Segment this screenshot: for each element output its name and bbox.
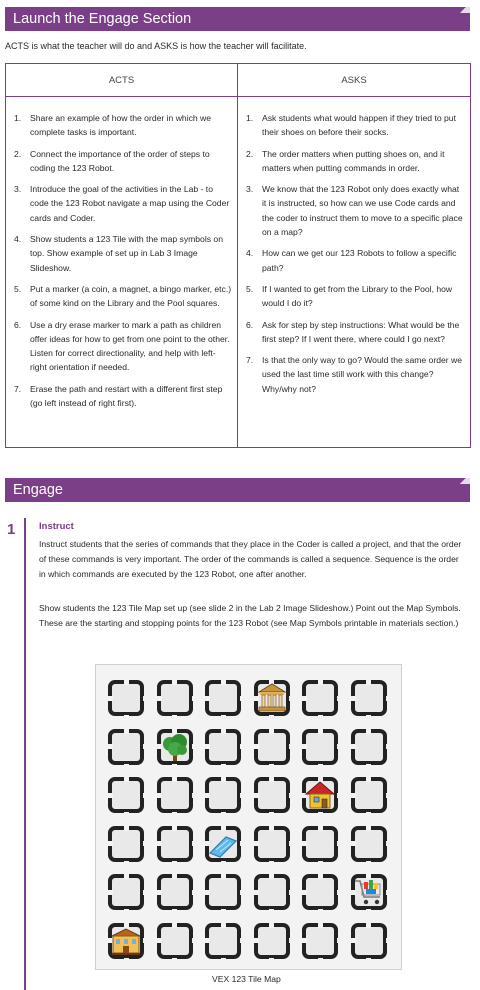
tile-notch	[157, 890, 162, 895]
acts-item-number: 3.	[14, 184, 22, 195]
map-tile	[108, 680, 144, 716]
tile-notch	[366, 729, 371, 734]
tile-notch	[302, 841, 307, 846]
tile-notch	[302, 696, 307, 701]
map-tile	[157, 777, 193, 813]
map-tile	[108, 777, 144, 813]
asks-column	[238, 97, 471, 448]
tile-notch	[254, 890, 259, 895]
tile-notch	[124, 826, 129, 831]
asks-item	[238, 318, 470, 347]
acts-item-number: 4.	[14, 234, 22, 245]
tile-notch	[386, 696, 391, 701]
acts-item-text: Share an example of how the order in which we complete tasks is important.	[30, 113, 212, 138]
map-tile	[302, 874, 338, 910]
asks-item-number: 6.	[246, 319, 254, 330]
map-tile	[254, 874, 290, 910]
tile-notch	[108, 744, 113, 749]
tile-notch	[108, 841, 113, 846]
tile-notch	[172, 958, 177, 963]
tile-notch	[318, 874, 323, 879]
instruct-paragraph-2: Show students the 123 Tile Map set up (see slide 2 in the Lab 2 Image Slideshow.) Point out the Map Symbols. These are the starting and stopping points for the 123 Robot (see Map Symbols printable in materials section.)	[39, 603, 461, 628]
tile-notch	[318, 958, 323, 963]
asks-item-number: 5.	[246, 283, 254, 294]
tile-notch	[269, 764, 274, 769]
tile-notch	[337, 696, 342, 701]
banner-corner-decoration	[456, 478, 470, 484]
tile-notch	[108, 696, 113, 701]
intro-text: ACTS is what the teacher will do and ASKS is how the teacher will facilitate.	[5, 41, 307, 51]
tile-notch	[143, 890, 148, 895]
tile-notch	[318, 680, 323, 685]
map-tile	[302, 729, 338, 765]
acts-item	[6, 318, 237, 375]
tile-notch	[351, 841, 356, 846]
tile-notch	[205, 696, 210, 701]
tile-notch	[386, 793, 391, 798]
tile-notch	[124, 777, 129, 782]
tile-notch	[254, 841, 259, 846]
tile-notch	[124, 874, 129, 879]
acts-column	[6, 97, 238, 448]
map-tile	[302, 826, 338, 862]
map-tile	[254, 826, 290, 862]
launch-section-banner	[5, 7, 470, 31]
tile-notch	[221, 764, 226, 769]
tile-notch	[157, 793, 162, 798]
asks-item	[238, 353, 470, 396]
asks-item-number: 4.	[246, 248, 254, 259]
tile-notch	[205, 793, 210, 798]
tile-map-image	[95, 664, 402, 970]
tile-notch	[318, 923, 323, 928]
tile-notch	[143, 793, 148, 798]
tile-notch	[269, 861, 274, 866]
map-tile	[205, 874, 241, 910]
tile-notch	[269, 923, 274, 928]
tree-icon	[158, 730, 192, 769]
instruct-paragraph-1: Instruct students that the series of commands that they place in the Coder is called a project, and that the order of these commands is very important. The order of the commands is called a sequence. Sequence is the order in which commands are executed by the 123 Robot, one after another.	[39, 539, 462, 579]
tile-notch	[366, 861, 371, 866]
asks-list	[238, 97, 470, 396]
map-tile	[205, 777, 241, 813]
tile-notch	[192, 890, 197, 895]
tile-notch	[221, 874, 226, 879]
tile-notch	[240, 793, 245, 798]
engage-section-banner	[5, 478, 470, 502]
acts-item	[6, 382, 237, 411]
step-accent-bar	[24, 518, 26, 990]
tile-notch	[366, 826, 371, 831]
tile-notch	[240, 890, 245, 895]
tile-notch	[289, 744, 294, 749]
tile-notch	[240, 938, 245, 943]
tile-notch	[205, 938, 210, 943]
tile-notch	[366, 812, 371, 817]
tile-notch	[269, 729, 274, 734]
tile-notch	[143, 696, 148, 701]
tile-notch	[240, 841, 245, 846]
tile-notch	[289, 841, 294, 846]
tile-notch	[143, 744, 148, 749]
tile-notch	[221, 923, 226, 928]
banner-corner-decoration	[456, 7, 470, 13]
tile-notch	[318, 826, 323, 831]
tile-notch	[192, 793, 197, 798]
tile-notch	[172, 715, 177, 720]
tile-notch	[366, 958, 371, 963]
tile-notch	[289, 890, 294, 895]
asks-item	[238, 111, 470, 140]
acts-list	[6, 97, 237, 410]
acts-item-number: 2.	[14, 148, 22, 159]
tile-notch	[269, 909, 274, 914]
tile-notch	[221, 812, 226, 817]
acts-item	[6, 147, 237, 176]
tile-notch	[172, 909, 177, 914]
tile-notch	[221, 715, 226, 720]
tile-notch	[172, 680, 177, 685]
asks-header: ASKS	[238, 64, 471, 97]
acts-asks-table	[5, 63, 471, 448]
map-tile	[205, 923, 241, 959]
tile-notch	[337, 890, 342, 895]
tile-notch	[192, 841, 197, 846]
asks-item	[238, 282, 470, 311]
asks-item-text: How can we get our 123 Robots to follow a specific path?	[262, 248, 457, 273]
tile-notch	[302, 744, 307, 749]
tile-notch	[269, 874, 274, 879]
step-number: 1	[7, 521, 16, 538]
tile-notch	[269, 812, 274, 817]
tile-notch	[172, 923, 177, 928]
map-tile	[157, 874, 193, 910]
tile-notch	[351, 793, 356, 798]
tile-notch	[366, 777, 371, 782]
tile-notch	[337, 793, 342, 798]
tile-notch	[302, 890, 307, 895]
tile-notch	[269, 826, 274, 831]
tile-notch	[221, 777, 226, 782]
tile-notch	[318, 729, 323, 734]
tile-notch	[386, 841, 391, 846]
pool-icon	[206, 827, 240, 866]
map-tile	[302, 923, 338, 959]
tile-notch	[157, 696, 162, 701]
acts-item-number: 6.	[14, 319, 22, 330]
asks-item-number: 2.	[246, 148, 254, 159]
tile-notch	[351, 744, 356, 749]
tile-notch	[386, 938, 391, 943]
tile-notch	[337, 841, 342, 846]
map-tile	[205, 680, 241, 716]
tile-notch	[351, 938, 356, 943]
tile-notch	[289, 938, 294, 943]
tile-notch	[157, 841, 162, 846]
tile-notch	[221, 729, 226, 734]
tile-notch	[124, 861, 129, 866]
asks-item-number: 1.	[246, 113, 254, 123]
engage-section-title: Engage	[13, 482, 63, 498]
bank-icon	[255, 681, 289, 720]
tile-notch	[172, 861, 177, 866]
tile-notch	[240, 744, 245, 749]
tile-notch	[124, 764, 129, 769]
acts-item-text: Put a marker (a coin, a magnet, a bingo marker, etc.) of some kind on the Library and the Pool squares.	[30, 283, 232, 309]
tile-notch	[221, 909, 226, 914]
acts-item	[6, 182, 237, 225]
asks-item-number: 7.	[246, 355, 254, 366]
acts-item-text: Use a dry erase marker to mark a path as children offer ideas for how to get from one point to the other. Listen for correct directionality, and help with left-right orientation if needed.	[30, 319, 230, 373]
map-tile	[351, 923, 387, 959]
asks-item	[238, 246, 470, 275]
map-tile	[108, 874, 144, 910]
acts-item-text: Connect the importance of the order of steps to coding the 123 Robot.	[30, 148, 210, 173]
acts-item-number: 1.	[14, 113, 22, 123]
asks-item-text: The order matters when putting shoes on, and it matters when putting commands in order.	[262, 148, 445, 173]
map-tile	[351, 680, 387, 716]
acts-item-number: 5.	[14, 283, 22, 294]
tile-notch	[172, 777, 177, 782]
tile-notch	[157, 938, 162, 943]
tile-notch	[108, 793, 113, 798]
asks-item-text: We know that the 123 Robot only does exactly what it is instructed, so how can we use Code cards and the coder to instruct them to move to a specific place on a map?	[262, 184, 463, 238]
asks-item	[238, 182, 470, 239]
acts-item	[6, 232, 237, 275]
tile-notch	[318, 861, 323, 866]
tile-notch	[172, 826, 177, 831]
tile-notch	[124, 909, 129, 914]
tile-notch	[205, 890, 210, 895]
acts-item	[6, 111, 237, 140]
tile-notch	[366, 923, 371, 928]
tile-notch	[124, 812, 129, 817]
tile-notch	[124, 715, 129, 720]
acts-header: ACTS	[6, 64, 238, 97]
tile-notch	[366, 680, 371, 685]
map-tile	[254, 729, 290, 765]
tile-notch	[337, 744, 342, 749]
map-tile	[302, 680, 338, 716]
acts-item-number: 7.	[14, 383, 22, 394]
map-tile	[108, 826, 144, 862]
asks-item-text: If I wanted to get from the Library to the Pool, how would I do it?	[262, 283, 453, 309]
map-tile	[157, 923, 193, 959]
acts-item-text: Show students a 123 Tile with the map symbols on top. Show example of set up in Lab 3 Image Slideshow.	[30, 234, 223, 273]
tile-notch	[366, 715, 371, 720]
tile-notch	[221, 958, 226, 963]
acts-item-text: Erase the path and restart with a different first step (go left instead of right first).	[30, 383, 223, 409]
asks-item-number: 3.	[246, 184, 254, 195]
tile-notch	[192, 744, 197, 749]
tile-notch	[318, 715, 323, 720]
tile-notch	[192, 938, 197, 943]
tile-notch	[254, 793, 259, 798]
tile-notch	[269, 777, 274, 782]
tile-notch	[192, 696, 197, 701]
shopping-cart-icon	[352, 875, 386, 914]
map-tile	[351, 777, 387, 813]
asks-item-text: Ask students what would happen if they tried to put their shoes on before their socks.	[262, 113, 456, 138]
tile-notch	[124, 729, 129, 734]
map-tile	[351, 729, 387, 765]
tile-notch	[172, 874, 177, 879]
tile-notch	[318, 764, 323, 769]
tile-notch	[289, 793, 294, 798]
tile-notch	[143, 938, 148, 943]
step-title: Instruct	[39, 521, 74, 532]
figure-caption: VEX 123 Tile Map	[212, 974, 281, 984]
tile-notch	[269, 958, 274, 963]
tile-notch	[254, 744, 259, 749]
tile-notch	[221, 680, 226, 685]
acts-item	[6, 282, 237, 311]
tile-notch	[108, 890, 113, 895]
tile-notch	[205, 744, 210, 749]
tile-notch	[351, 696, 356, 701]
launch-section-title: Launch the Engage Section	[13, 11, 192, 27]
tile-notch	[302, 938, 307, 943]
map-tile	[254, 923, 290, 959]
asks-item-text: Ask for step by step instructions: What would be the first step? If I went there, where could I go next?	[262, 319, 460, 344]
map-tile	[205, 729, 241, 765]
tile-notch	[254, 938, 259, 943]
tile-notch	[124, 680, 129, 685]
map-tile	[254, 777, 290, 813]
map-tile	[157, 680, 193, 716]
acts-item-text: Introduce the goal of the activities in the Lab - to code the 123 Robot navigate a map using the Coder cards and Coder.	[30, 184, 230, 223]
library-icon	[109, 924, 143, 963]
asks-item	[238, 147, 470, 176]
map-tile	[351, 826, 387, 862]
tile-notch	[172, 812, 177, 817]
tile-notch	[318, 909, 323, 914]
asks-item-text: Is that the only way to go? Would the same order we used the last time still work with this change? Why/why not?	[262, 355, 462, 394]
tile-notch	[337, 938, 342, 943]
house-icon	[303, 778, 337, 817]
map-tile	[157, 826, 193, 862]
map-tile	[108, 729, 144, 765]
tile-notch	[289, 696, 294, 701]
tile-notch	[386, 890, 391, 895]
tile-notch	[386, 744, 391, 749]
tile-notch	[366, 764, 371, 769]
tile-notch	[143, 841, 148, 846]
tile-notch	[240, 696, 245, 701]
